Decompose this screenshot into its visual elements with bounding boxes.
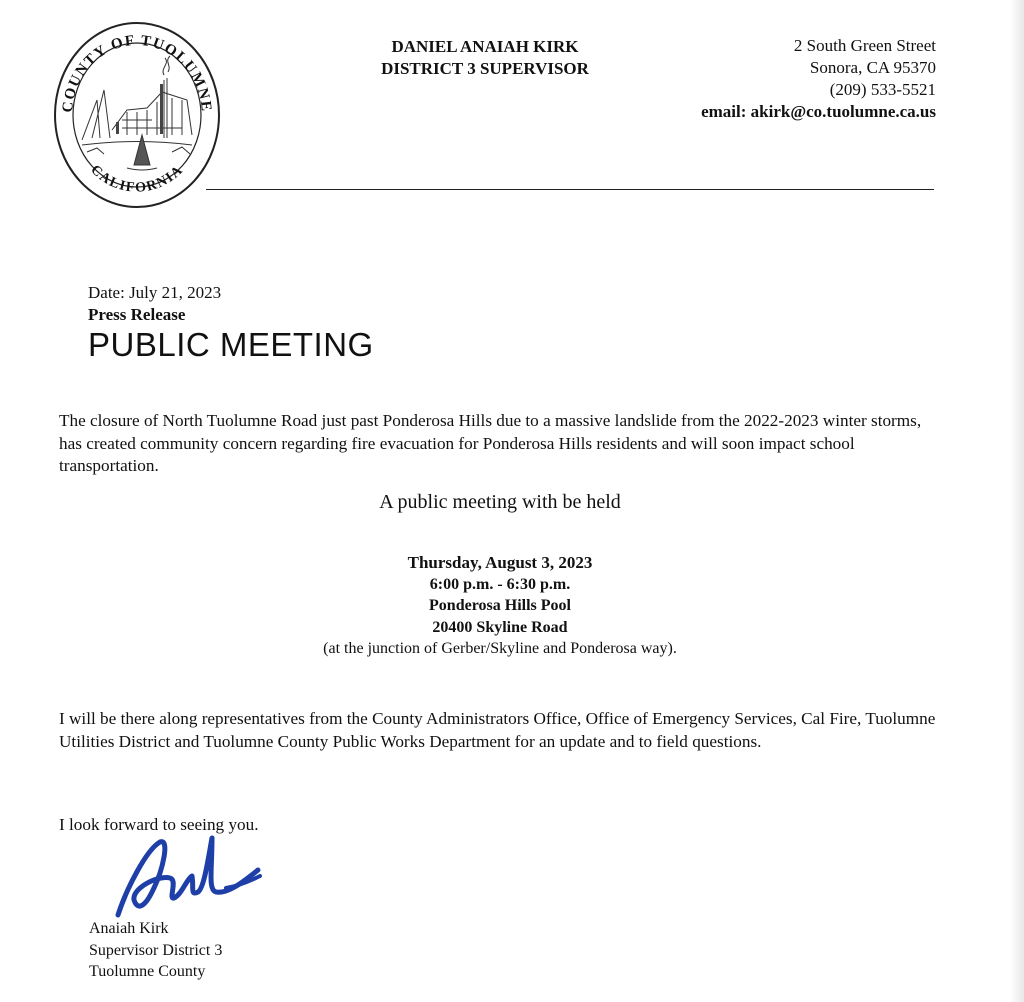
meeting-day: Thursday, August 3, 2023 bbox=[407, 553, 593, 572]
closing-line: I look forward to seeing you. bbox=[59, 815, 259, 834]
announcement: A public meeting with be held bbox=[379, 491, 621, 513]
supervisor-name: DANIEL ANAIAH KIRK bbox=[391, 37, 579, 56]
page-edge-shadow bbox=[1010, 0, 1024, 1002]
signer-county: Tuolumne County bbox=[89, 963, 206, 980]
seal-top-text: COUNTY OF TUOLUMNE bbox=[59, 32, 215, 114]
header-divider bbox=[206, 189, 934, 190]
meeting-venue: Ponderosa Hills Pool bbox=[429, 597, 571, 614]
address-email: email: akirk@co.tuolumne.ca.us bbox=[701, 102, 936, 121]
contact-address bbox=[616, 35, 936, 123]
address-street: 2 South Green Street bbox=[793, 36, 936, 55]
signature-image bbox=[108, 830, 278, 930]
intro-paragraph: The closure of North Tuolumne Road just past Ponderosa Hills due to a massive landslide from the 2022-2023 winter storms, has created community concern regarding fire evacuation for Ponderosa Hills residents and will soon impact school transportation. bbox=[59, 411, 922, 475]
supervisor-role: DISTRICT 3 SUPERVISOR bbox=[381, 59, 589, 78]
address-phone: (209) 533-5521 bbox=[829, 80, 936, 99]
meeting-details bbox=[200, 552, 800, 660]
body-paragraph: I will be there along representatives from the County Administrators Office, Office of Emergency Services, Cal Fire, Tuolumne Utilities District and Tuolumne County Public Works Department for an update and to field questions. bbox=[59, 709, 936, 751]
signer-name: Anaiah Kirk bbox=[89, 920, 169, 937]
header-supervisor bbox=[330, 36, 640, 80]
release-type: Press Release bbox=[88, 305, 186, 324]
meeting-street: 20400 Skyline Road bbox=[432, 618, 568, 636]
signature-block bbox=[89, 918, 222, 983]
meeting-junction: (at the junction of Gerber/Skyline and Ponderosa way). bbox=[323, 640, 677, 657]
county-seal-logo bbox=[52, 20, 222, 210]
address-city: Sonora, CA 95370 bbox=[809, 58, 936, 77]
meeting-time: 6:00 p.m. - 6:30 p.m. bbox=[429, 575, 571, 593]
svg-text:CALIFORNIA bbox=[87, 163, 186, 196]
release-date: Date: July 21, 2023 bbox=[88, 283, 222, 302]
signer-title: Supervisor District 3 bbox=[89, 941, 223, 959]
seal-bottom-text: CALIFORNIA bbox=[87, 162, 187, 196]
page-title: PUBLIC MEETING bbox=[88, 326, 374, 363]
